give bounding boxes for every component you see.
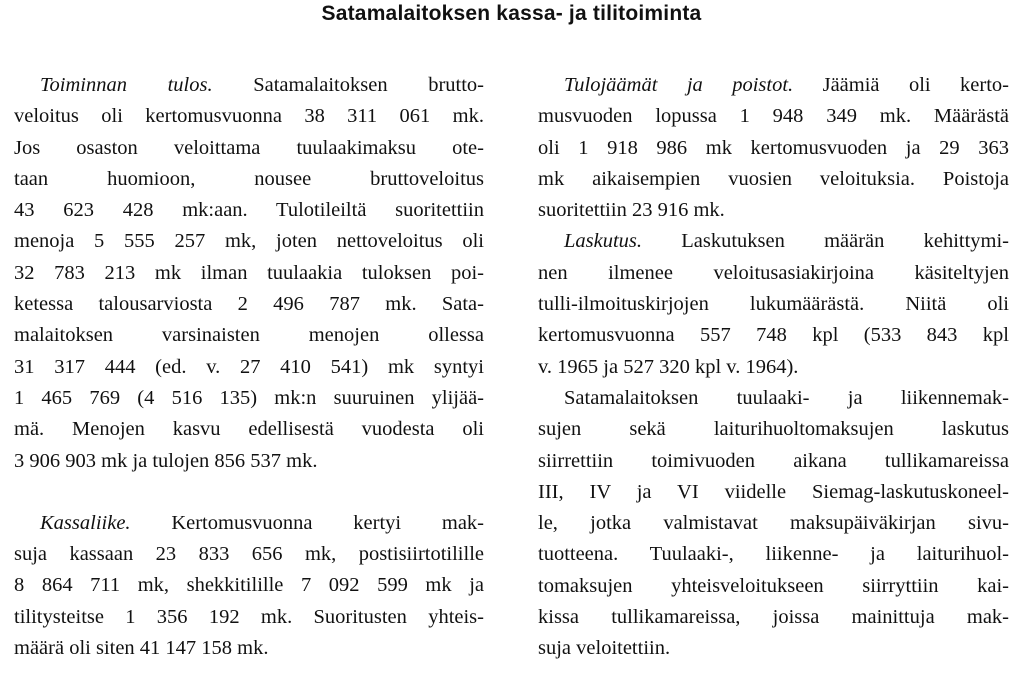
text-line: tomaksujen yhteisveloitukseen siirryttiin kai- xyxy=(538,574,1009,597)
text-line: määrä oli siten 41 147 158 mk. xyxy=(14,637,269,660)
paragraph-laskutus xyxy=(538,226,1009,382)
paragraph-kassaliike xyxy=(14,508,484,664)
text-line: suja veloitettiin. xyxy=(538,637,671,660)
text-line: siirrettiin toimivuoden aikana tullikamareissa xyxy=(538,449,1009,472)
text-line xyxy=(538,226,1009,257)
paragraph-siemag xyxy=(538,383,1009,665)
right-column xyxy=(538,70,1009,665)
text-line: nen ilmenee veloitusasiakirjoina käsiteltyjen xyxy=(538,261,1009,284)
text-line: sujen sekä laiturihuoltomaksujen laskutus xyxy=(538,418,1009,441)
text-fragment: Laskutuksen määrän kehittymi- xyxy=(642,230,1009,253)
text-line: v. 1965 ja 527 320 kpl v. 1964). xyxy=(538,355,799,378)
text-line: tuotteena. Tuulaaki-, liikenne- ja laiturihuol- xyxy=(538,543,1009,566)
paragraph-gap xyxy=(14,477,484,508)
text-line: 8 864 711 mk, shekkitilille 7 092 599 mk ja xyxy=(14,574,484,597)
text-line: taan huomioon, nousee bruttoveloitus xyxy=(14,167,484,190)
text-line: malaitoksen varsinaisten menojen ollessa xyxy=(14,324,484,347)
text-line: musvuoden lopussa 1 948 349 mk. Määrästä xyxy=(538,105,1009,128)
text-line xyxy=(538,70,1009,101)
text-line: 1 465 769 (4 516 135) mk:n suuruinen ylijää- xyxy=(14,386,484,409)
text-line: 3 906 903 mk ja tulojen 856 537 mk. xyxy=(14,449,318,472)
text-line: 32 783 213 mk ilman tuulaakia tuloksen poi- xyxy=(14,261,484,284)
text-line: tilitysteitse 1 356 192 mk. Suoritusten yhteis- xyxy=(14,605,484,628)
text-line: III, IV ja VI viidelle Siemag-laskutuskoneel- xyxy=(538,480,1009,503)
text-line: mk aikaisempien vuosien veloituksia. Poistoja xyxy=(538,167,1009,190)
section-heading: Tulojäämät ja poistot. xyxy=(564,74,794,96)
text-fragment: Satamalaitoksen brutto- xyxy=(212,74,484,96)
text-fragment: Kertomusvuonna kertyi mak- xyxy=(130,511,484,534)
text-line: 31 317 444 (ed. v. 27 410 541) mk syntyi xyxy=(14,355,484,378)
text-fragment: Jäämiä oli kerto- xyxy=(793,74,1009,96)
text-line: veloitus oli kertomusvuonna 38 311 061 mk. xyxy=(14,105,484,128)
text-line: suja kassaan 23 833 656 mk, postisiirtotilille xyxy=(14,543,484,566)
text-line: 43 623 428 mk:aan. Tulotileiltä suoritettiin xyxy=(14,199,484,222)
text-line: tulli-ilmoituskirjojen lukumäärästä. Niitä oli xyxy=(538,293,1009,316)
text-line: Satamalaitoksen tuulaaki- ja liikennemak- xyxy=(564,386,1009,409)
text-line: oli 1 918 986 mk kertomusvuoden ja 29 363 xyxy=(538,136,1009,159)
text-line xyxy=(14,508,484,539)
text-line: Jos osaston veloittama tuulaakimaksu ote- xyxy=(14,136,484,159)
text-line: le, jotka valmistavat maksupäiväkirjan sivu- xyxy=(538,512,1009,535)
text-line: kertomusvuonna 557 748 kpl (533 843 kpl xyxy=(538,324,1009,347)
text-line xyxy=(14,70,484,101)
section-heading: Laskutus. xyxy=(564,230,643,253)
text-line: mä. Menojen kasvu edellisestä vuodesta oli xyxy=(14,418,484,441)
left-column xyxy=(14,70,484,664)
paragraph-toiminnan-tulos xyxy=(14,70,484,477)
section-heading: Kassaliike. xyxy=(40,511,131,534)
text-line: menoja 5 555 257 mk, joten nettoveloitus oli xyxy=(14,230,484,253)
text-line: ketessa talousarviosta 2 496 787 mk. Sata- xyxy=(14,293,484,316)
section-heading: Toiminnan tulos. xyxy=(40,74,213,96)
text-line: suoritettiin 23 916 mk. xyxy=(538,199,725,222)
text-line: kissa tullikamareissa, joissa mainittuja mak- xyxy=(538,606,1009,629)
page-title: Satamalaitoksen kassa- ja tilitoiminta xyxy=(321,2,702,25)
paragraph-tulojaamat xyxy=(538,70,1009,226)
